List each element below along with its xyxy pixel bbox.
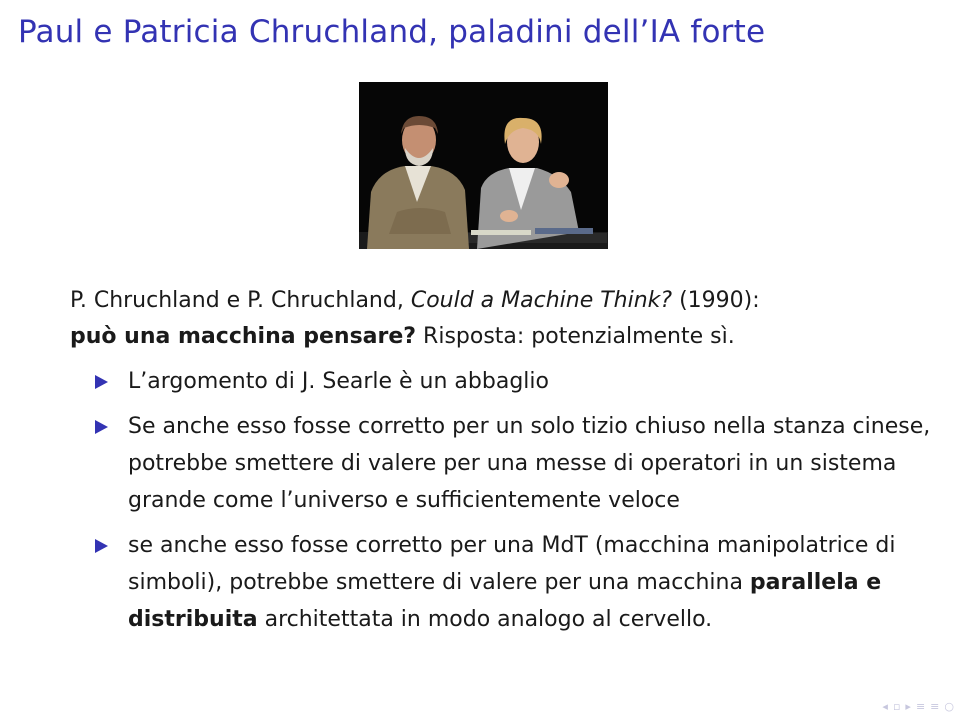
nav-search-icon[interactable]: ○ — [944, 699, 954, 713]
bullet-text-suffix: architettata in modo analogo al cervello. — [257, 607, 713, 632]
intro-book-title: Could a Machine Think? — [410, 288, 673, 313]
nav-section-icon[interactable]: ▸ — [905, 699, 911, 713]
intro-author: P. Chruchland e P. Chruchland, — [70, 288, 411, 313]
intro-line-1 — [70, 283, 940, 319]
nav-align-icon[interactable]: ≡ — [930, 699, 940, 713]
bullet-text: Se anche esso fosse corretto per un solo tizio chiuso nella stanza cinese, potrebbe smettere di valere per una messe di operatori in un sistema grande come l’universo e sufficientemente veloce — [128, 414, 931, 513]
bullet-text: L’argomento di J. Searle è un abbaglio — [128, 369, 549, 394]
intro-answer: Risposta: potenzialmente sì. — [416, 324, 735, 349]
photo-churchlands — [359, 82, 608, 249]
nav-frame-icon[interactable]: ▫ — [892, 699, 901, 713]
bullet-text-prefix: se anche esso fosse corretto per una MdT (macchina manipolatrice di simboli), potrebbe smettere di valere per una macchina — [128, 533, 896, 595]
bullet-arrow-icon — [95, 375, 108, 389]
beamer-navigation — [882, 699, 954, 713]
slide-title: Paul e Patricia Chruchland, paladini dell’IA forte — [18, 14, 766, 50]
nav-subsection-icon[interactable]: ≡ — [915, 699, 926, 713]
nav-left-arrow-icon[interactable]: ◂ — [882, 699, 888, 713]
bullet-item — [70, 363, 940, 400]
bullet-arrow-icon — [95, 420, 108, 434]
intro-question: può una macchina pensare? — [70, 324, 417, 349]
bullet-item — [70, 408, 940, 519]
photo-illustration — [359, 82, 608, 249]
bullet-arrow-icon — [95, 539, 108, 553]
bullet-list — [70, 363, 940, 638]
slide-body — [70, 283, 940, 646]
bullet-item — [70, 527, 940, 638]
intro-line-2 — [70, 319, 940, 355]
bullet-text-bold: parallela e distribuita — [128, 570, 882, 632]
intro-year: (1990): — [672, 288, 760, 313]
